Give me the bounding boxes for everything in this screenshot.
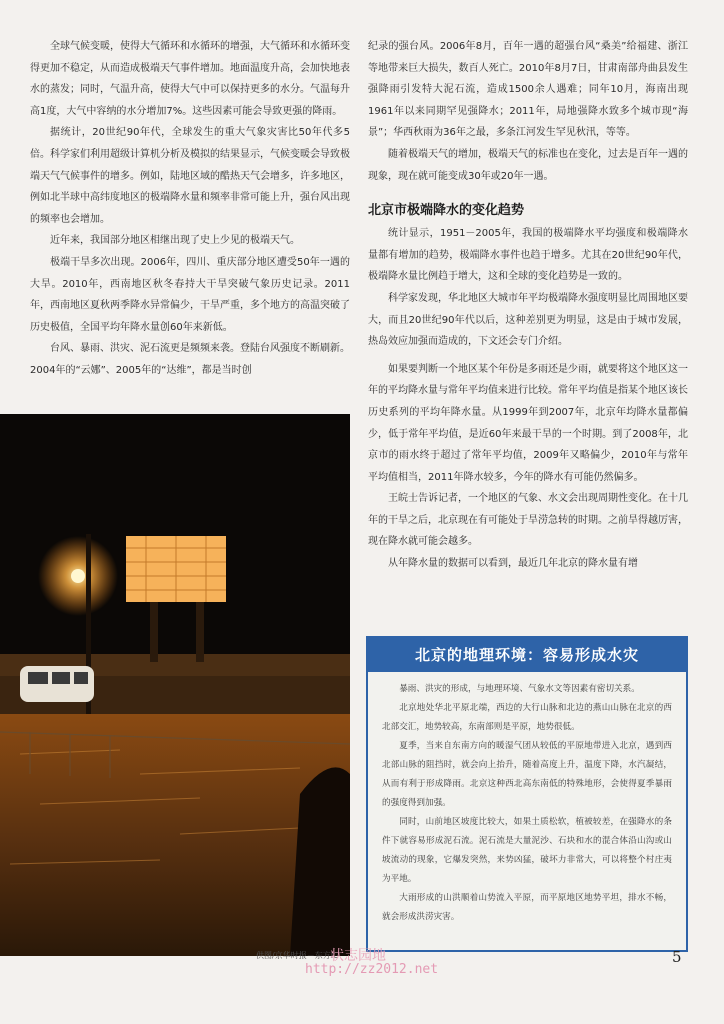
sidebar-paragraph: 暴雨、洪灾的形成，与地理环境、气象水文等因素有密切关系。 [399,684,640,694]
watermark-url: http://zz2012.net [305,962,439,977]
sidebar-paragraph: 同时，山前地区坡度比较大，如果土质松软，植被较差，在强降水的条件下就容易形成泥石流。泥石流是大量泥沙、石块和水的混合体沿山沟或山坡流动的现象，它爆发突然，来势凶猛，破坏力非常大，可以将整个村庄夷为平地。 [382,817,672,884]
paragraph: 如果要判断一个地区某个年份是多雨还是少雨，就要将这个地区这一年的平均降水量与常年平均值来进行比较。常年平均值是指某个地区该长历史系列的平均年降水量。从1999年到2007年，北京年均降水量都偏少，低于常年平均值，是近60年来最干旱的一个时期。到了2008年，北京市的雨水终于超过了常年平均值，2009年又略偏少，2010年与常年平均值相当，2011年降水较多，今年的降水有可能仍然偏多。 [368,363,688,483]
photo-illustration [0,414,350,956]
paragraph: 台风、暴雨、洪灾、泥石流更是频频来袭。登陆台风强度不断刷新。2004年的“云娜”、2005年的“达维”，都是当时创 [30,343,350,376]
paragraph: 从年降水量的数据可以看到，最近几年北京的降水量有增 [388,558,638,570]
paragraph: 纪录的强台风。2006年8月，百年一遇的超强台风“桑美”给福建、浙江等地带来巨大损失，数百人死亡。2010年8月7日，甘肃南部舟曲县发生强降雨引发特大泥石流，造成1500余人遇难；同年10月，海南出现1961年以来同期罕见强降水；2011年，局地强降水致多个城市现“海景”；华西秋雨为36年之最，多条江河发生罕见秋汛，等等。 [368,41,688,139]
sidebar-paragraph: 夏季，当来自东南方向的暖湿气团从较低的平原地带进入北京，遇到西北部山脉的阻挡时，就会向上抬升，随着高度上升，温度下降，水汽凝结，从而有利于形成降雨。北京这种西北高东南低的特殊地形，会使得夏季暴雨的强度得到加强。 [382,741,672,808]
photo-credit: 供图/京华时报－东方IC [256,951,339,960]
sidebar-body [368,672,686,927]
sidebar-box [366,636,688,952]
minibus [20,666,94,702]
paragraph: 极端干旱多次出现。2006年，四川、重庆部分地区遭受50年一遇的大旱。2010年，西南地区秋冬春持大干旱突破气象历史记录。2011年，西南地区夏秋两季降水异常偏少，干旱严重，多个地方的高温突破了历史极值，全国平均年降水量创60年来新低。 [30,256,350,333]
left-text-column [30,36,350,382]
paragraph: 近年来，我国部分地区相继出现了史上少见的极端天气。 [50,235,300,247]
paragraph: 王皖士告诉记者，一个地区的气象、水文会出现周期性变化。在十几年的干旱之后，北京现在有可能处于旱涝急转的时期。之前旱得越厉害，现在降水就可能会越多。 [368,493,688,548]
paragraph: 随着极端天气的增加，极端天气的标准也在变化，过去是百年一遇的现象，现在就可能变成30年或20年一遇。 [368,148,688,182]
page-number: 5 [672,948,682,966]
watermark-text: 状志园地 [330,948,386,964]
paragraph: 全球气候变暖，使得大气循环和水循环的增强，大气循环和水循环变得更加不稳定，从而造成极端天气事件增加。地面温度升高，会加快地表水的蒸发；同时，气温升高，使得大气中可以保持更多的水分。气温每升高1度，大气中容纳的水分增加7%。这些因素可能会导致更强的降雨。 [30,41,350,117]
paragraph: 科学家发现，华北地区大城市年平均极端降水强度明显比周围地区要大，而且20世纪90年代以后，这种差别更为明显，这是由于城市发展，热岛效应加强而造成的，下文还会专门介绍。 [368,292,688,348]
right-text-column [368,36,688,575]
sidebar-paragraph: 北京地处华北平原北端，西边的大行山脉和北边的燕山山脉在北京的西北部交汇，地势较高，东南部则是平原，地势很低。 [382,703,672,732]
sidebar-paragraph: 大雨形成的山洪顺着山势流入平原，而平原地区地势平坦，排水不畅，就会形成洪涝灾害。 [382,893,672,922]
flood-night-photo [0,414,350,956]
sidebar-title: 北京的地理环境：容易形成水灾 [368,638,686,672]
paragraph: 据统计，20世纪90年代，全球发生的重大气象灾害比50年代多5倍。科学家们利用超级计算机分析及模拟的结果显示，气候变暖会导致极端天气气候事件的增多。例如，陆地区域的酷热天气会增多，许多地区，例如北半球中高纬度地区的极端降水量和频率非常可能上升，强台风出现的频率也会增加。 [30,127,350,225]
paragraph: 统计显示，1951－2005年，我国的极端降水平均强度和极端降水量都有增加的趋势，极端降水事件也趋于增多。尤其在20世纪90年代，极端降水量比例趋于增大，这和全球的变化趋势是一致的。 [368,228,688,283]
section-heading: 北京市极端降水的变化趋势 [368,203,525,219]
